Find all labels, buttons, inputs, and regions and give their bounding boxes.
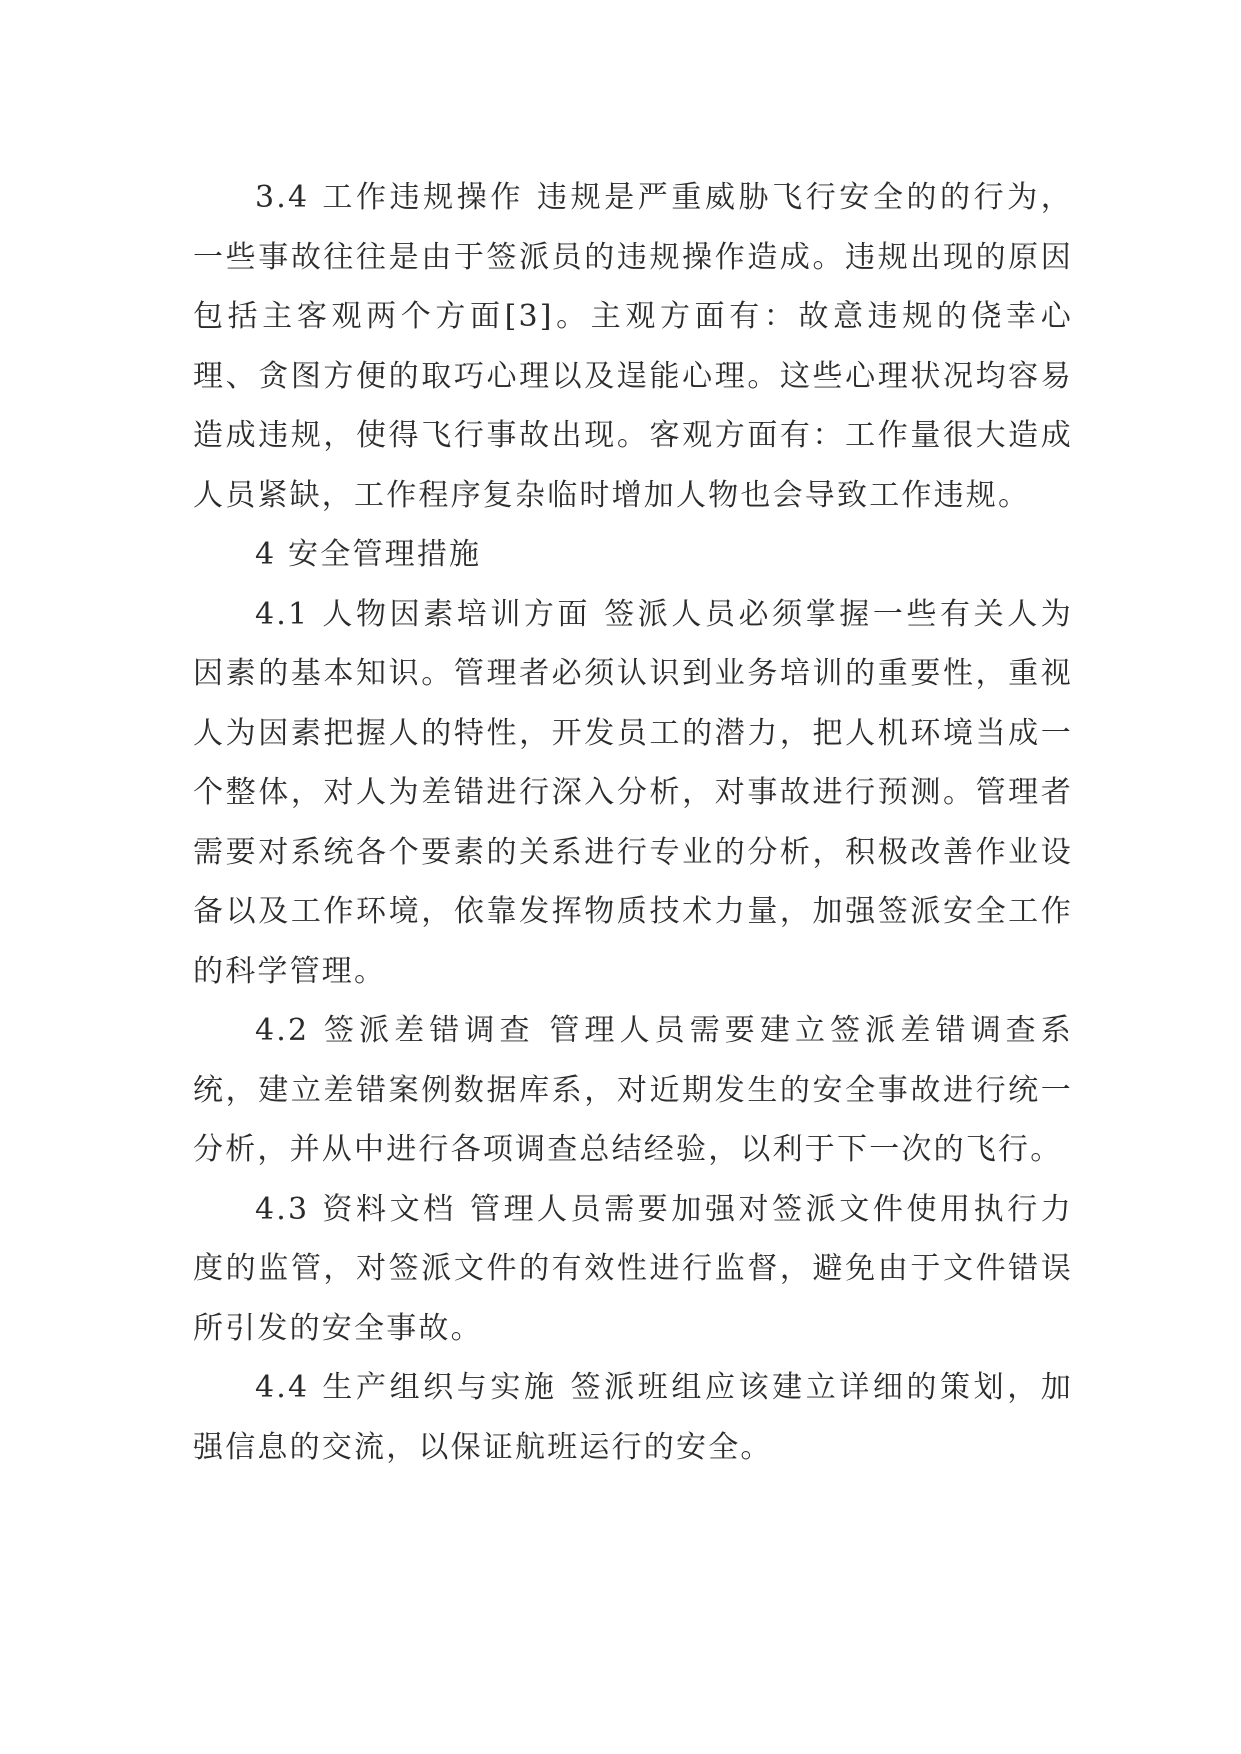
paragraph-4-4-production-organization: 4.4 生产组织与实施 签派班组应该建立详细的策划，加强信息的交流，以保证航班运行的安全。	[193, 1370, 1073, 1465]
paragraph-4-2-error-investigation: 4.2 签派差错调查 管理人员需要建立签派差错调查系统，建立差错案例数据库系，对近期发生的安全事故进行统一分析，并从中进行各项调查总结经验，以利于下一次的飞行。	[193, 1013, 1073, 1167]
section-heading-4: 4 安全管理措施	[255, 537, 482, 572]
paragraph-3-4-violations: 3.4 工作违规操作 违规是严重威胁飞行安全的的行为，一些事故往往是由于签派员的违规操作造成。违规出现的原因包括主客观两个方面[3]。主观方面有：故意违规的侥幸心理、贪图方便的取巧心理以及逞能心理。这些心理状况均容易造成违规，使得飞行事故出现。客观方面有：工作量很大造成人员紧缺，工作程序复杂临时增加人物也会导致工作违规。	[193, 180, 1073, 513]
document-body	[193, 168, 1073, 1477]
paragraph-4-3-documentation: 4.3 资料文档 管理人员需要加强对签派文件使用执行力度的监管，对签派文件的有效性进行监督，避免由于文件错误所引发的安全事故。	[193, 1191, 1073, 1346]
paragraph-4-1-human-factors-training: 4.1 人物因素培训方面 签派人员必须掌握一些有关人为因素的基本知识。管理者必须认识到业务培训的重要性，重视人为因素把握人的特性，开发员工的潜力，把人机环境当成一个整体，对人为差错进行深入分析，对事故进行预测。管理者需要对系统各个要素的关系进行专业的分析，积极改善作业设备以及工作环境，依靠发挥物质技术力量，加强签派安全工作的科学管理。	[193, 596, 1073, 989]
